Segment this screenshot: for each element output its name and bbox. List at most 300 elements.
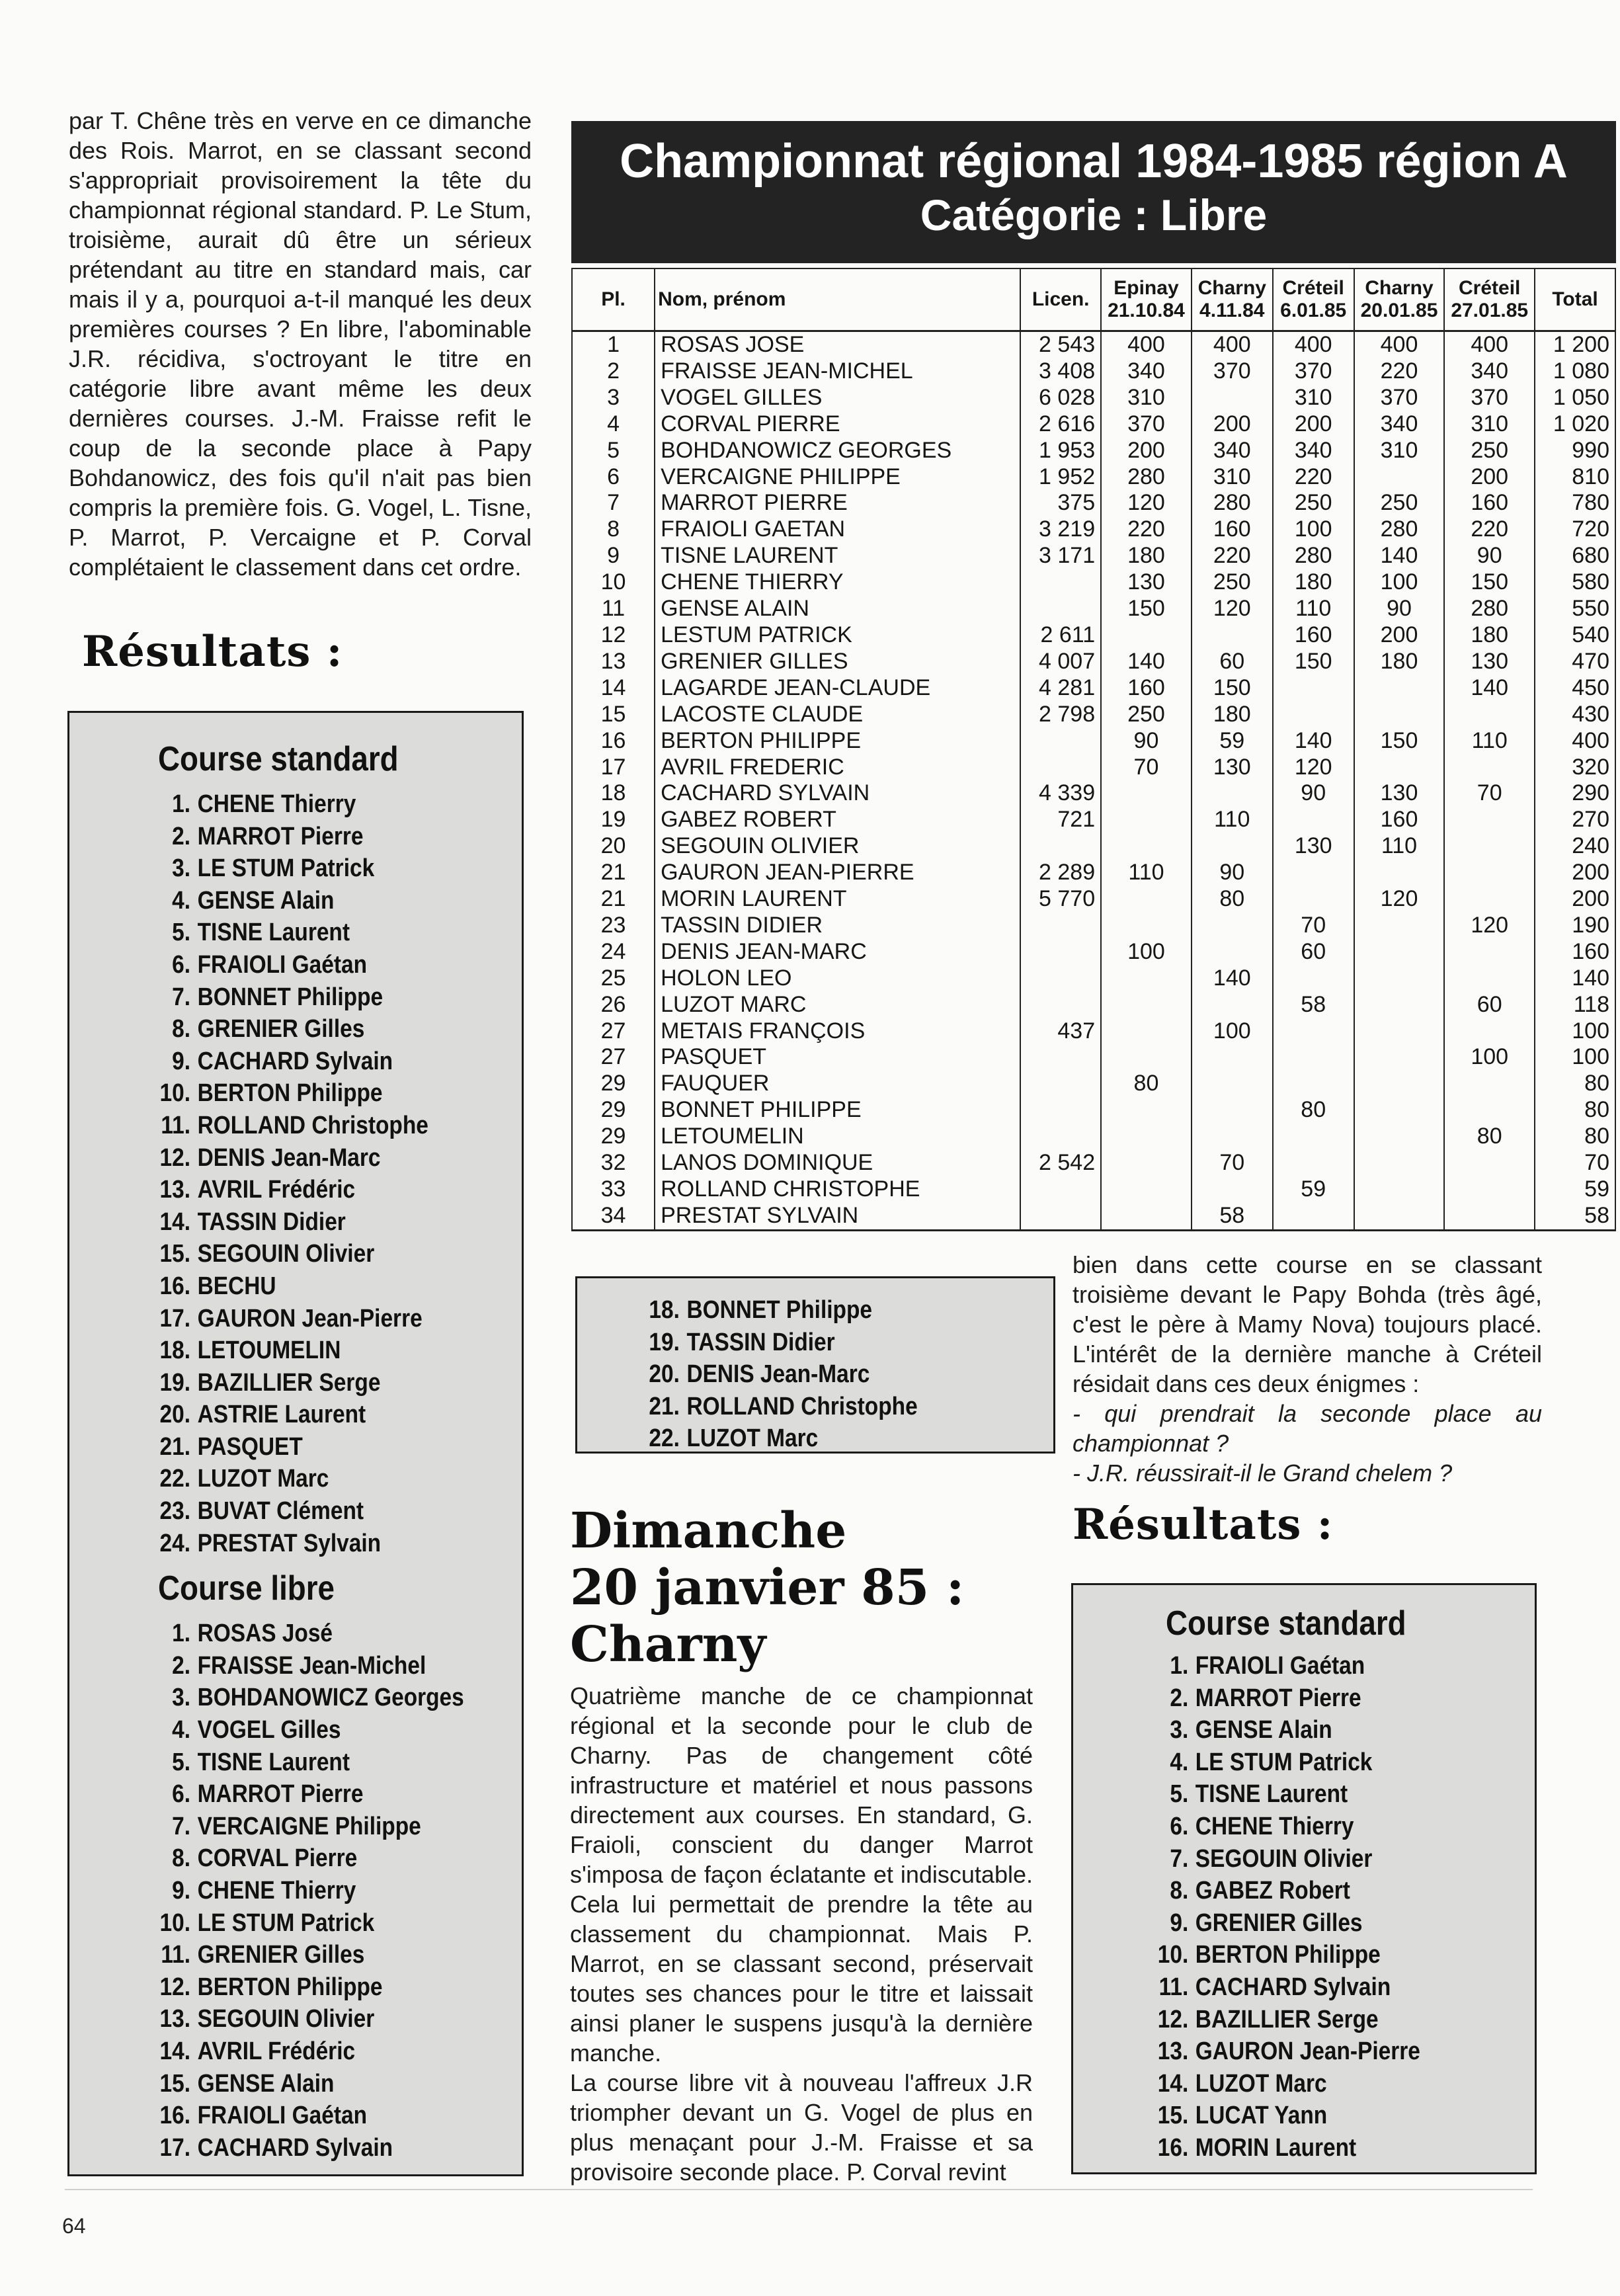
cell-round-4: 150	[1354, 728, 1445, 755]
cell-total: 550	[1535, 596, 1615, 622]
cell-place: 5	[572, 438, 655, 464]
cell-name: GABEZ ROBERT	[655, 807, 1020, 833]
racer-name: BAZILLIER Serge	[197, 1368, 381, 1397]
racer-name: BOHDANOWICZ Georges	[197, 1684, 464, 1712]
cell-total: 810	[1535, 464, 1615, 491]
intro-paragraph	[69, 106, 532, 582]
table-row	[572, 833, 1615, 860]
cell-round-1: 200	[1101, 438, 1192, 464]
cell-total: 720	[1535, 516, 1615, 543]
cell-place: 13	[572, 649, 655, 675]
cell-total: 990	[1535, 438, 1615, 464]
cell-place: 12	[572, 622, 655, 649]
cell-total: 430	[1535, 702, 1615, 728]
cell-round-4	[1354, 1176, 1445, 1203]
cell-round-4	[1354, 965, 1445, 992]
table-row	[572, 702, 1615, 728]
results-box-continued	[575, 1276, 1055, 1454]
rank-number: 22.	[159, 1465, 191, 1493]
cell-round-5	[1444, 1176, 1535, 1203]
cell-licence: 2 289	[1020, 860, 1101, 886]
header-round-4: Charny 20.01.85	[1354, 268, 1445, 331]
cell-total: 540	[1535, 622, 1615, 649]
list-item	[69, 949, 467, 981]
cell-place: 17	[572, 755, 655, 781]
cell-round-1: 110	[1101, 860, 1192, 886]
table-row	[572, 939, 1615, 965]
cell-name: LETOUMELIN	[655, 1124, 1020, 1150]
list-item	[69, 1907, 467, 1940]
list-item	[69, 917, 467, 949]
standings-body	[572, 331, 1615, 1231]
cell-total: 240	[1535, 833, 1615, 860]
cell-round-4: 100	[1354, 569, 1445, 596]
cell-round-3	[1273, 702, 1354, 728]
cell-round-3	[1273, 965, 1354, 992]
cell-total: 190	[1535, 913, 1615, 939]
list-item	[1073, 1682, 1479, 1715]
cell-round-3: 130	[1273, 833, 1354, 860]
racer-name: MARROT Pierre	[197, 1780, 364, 1809]
list-item	[69, 2100, 467, 2132]
cell-round-2: 370	[1192, 358, 1273, 385]
right-column-article	[1073, 1250, 1542, 1488]
header-nom: Nom, prénom	[655, 268, 1020, 331]
cell-licence	[1020, 1203, 1101, 1230]
cell-round-3	[1273, 1203, 1354, 1230]
list-item	[69, 1875, 467, 1907]
table-row	[572, 385, 1615, 411]
rank-number: 4.	[172, 886, 191, 915]
cell-round-1: 370	[1101, 411, 1192, 438]
cell-round-2	[1192, 939, 1273, 965]
cell-round-2: 220	[1192, 543, 1273, 569]
cell-round-4: 310	[1354, 438, 1445, 464]
rank-number: 18.	[159, 1336, 191, 1365]
racer-name: BERTON Philippe	[1195, 1941, 1381, 1969]
cell-round-5: 70	[1444, 780, 1535, 807]
racer-name: GRENIER Gilles	[197, 1941, 365, 1969]
table-row	[572, 1018, 1615, 1045]
cell-total: 1 020	[1535, 411, 1615, 438]
cell-round-3: 60	[1273, 939, 1354, 965]
racer-name: LE STUM Patrick	[197, 854, 375, 883]
cell-name: LAGARDE JEAN-CLAUDE	[655, 675, 1020, 702]
cell-place: 29	[572, 1071, 655, 1097]
results-heading-left: Résultats :	[82, 627, 343, 676]
table-row	[572, 516, 1615, 543]
cell-round-5: 120	[1444, 913, 1535, 939]
cell-place: 23	[572, 913, 655, 939]
cell-round-2: 58	[1192, 1203, 1273, 1230]
cell-round-5: 220	[1444, 516, 1535, 543]
list-item	[69, 1334, 467, 1367]
racer-name: GABEZ Robert	[1195, 1877, 1350, 1905]
cell-place: 26	[572, 992, 655, 1018]
rank-number: 3.	[1170, 1716, 1189, 1744]
cell-name: BOHDANOWICZ GEORGES	[655, 438, 1020, 464]
racer-name: SEGOUIN Olivier	[1195, 1844, 1373, 1873]
cell-total: 100	[1535, 1044, 1615, 1071]
cell-round-5	[1444, 1097, 1535, 1124]
cell-round-1: 70	[1101, 755, 1192, 781]
cell-name: BERTON PHILIPPE	[655, 728, 1020, 755]
racer-name: DENIS Jean-Marc	[197, 1143, 381, 1172]
cell-licence: 3 219	[1020, 516, 1101, 543]
cell-licence	[1020, 1071, 1101, 1097]
cell-licence: 3 408	[1020, 358, 1101, 385]
cell-round-2	[1192, 1044, 1273, 1071]
section-heading-dimanche	[570, 1502, 964, 1673]
rank-number: 7.	[172, 1812, 191, 1840]
cell-round-1	[1101, 1150, 1192, 1176]
cell-round-2	[1192, 1124, 1273, 1150]
cell-round-3	[1273, 1071, 1354, 1097]
cell-round-4	[1354, 913, 1445, 939]
cell-total: 780	[1535, 490, 1615, 516]
cell-name: LUZOT MARC	[655, 992, 1020, 1018]
cell-round-3: 180	[1273, 569, 1354, 596]
list-item	[1073, 1650, 1479, 1682]
list-item	[1073, 1907, 1479, 1940]
table-row	[572, 913, 1615, 939]
rank-number: 6.	[1170, 1812, 1189, 1840]
list-item	[69, 1206, 467, 1239]
list-item	[69, 1110, 467, 1142]
list-item	[69, 1971, 467, 2004]
cell-licence: 4 339	[1020, 780, 1101, 807]
cell-round-2: 110	[1192, 807, 1273, 833]
cell-name: FAUQUER	[655, 1071, 1020, 1097]
cell-round-4	[1354, 992, 1445, 1018]
list-item	[69, 1077, 467, 1110]
table-row	[572, 649, 1615, 675]
cell-total: 80	[1535, 1071, 1615, 1097]
cell-round-2	[1192, 385, 1273, 411]
racer-name: SEGOUIN Olivier	[197, 1240, 375, 1268]
list-item	[69, 2003, 467, 2035]
cell-place: 2	[572, 358, 655, 385]
cell-round-1: 90	[1101, 728, 1192, 755]
cell-round-5: 250	[1444, 438, 1535, 464]
rank-number: 18.	[649, 1296, 680, 1324]
table-row	[572, 886, 1615, 913]
rank-number: 21.	[159, 1432, 191, 1461]
list-item	[69, 1714, 467, 1746]
cell-name: GRENIER GILLES	[655, 649, 1020, 675]
cell-round-5: 130	[1444, 649, 1535, 675]
cell-licence: 2 798	[1020, 702, 1101, 728]
cell-round-3	[1273, 807, 1354, 833]
dimanche-title-line2: 20 janvier 85 :	[570, 1559, 965, 1616]
cell-round-2	[1192, 833, 1273, 860]
cell-licence: 375	[1020, 490, 1101, 516]
list-item	[577, 1422, 996, 1455]
cell-round-5: 370	[1444, 385, 1535, 411]
cell-licence	[1020, 1097, 1101, 1124]
list-item	[69, 885, 467, 917]
list-item	[69, 1650, 467, 1682]
cell-name: SEGOUIN OLIVIER	[655, 833, 1020, 860]
racer-name: TISNE Laurent	[1195, 1780, 1348, 1809]
cell-total: 400	[1535, 728, 1615, 755]
rank-number: 11.	[161, 1111, 191, 1139]
cell-round-5: 140	[1444, 675, 1535, 702]
cell-round-4	[1354, 1124, 1445, 1150]
cell-name: DENIS JEAN-MARC	[655, 939, 1020, 965]
rank-number: 5.	[1170, 1780, 1189, 1809]
question-2: - J.R. réussirait-il le Grand chelem ?	[1073, 1459, 1453, 1487]
cell-name: METAIS FRANÇOIS	[655, 1018, 1020, 1045]
racer-name: GENSE Alain	[1195, 1716, 1332, 1744]
rank-number: 2.	[172, 822, 191, 850]
cell-round-4	[1354, 1018, 1445, 1045]
racer-name: BAZILLIER Serge	[1195, 2005, 1379, 2033]
dimanche-article	[570, 1681, 1033, 2187]
rank-number: 10.	[159, 1079, 191, 1108]
cell-round-4	[1354, 702, 1445, 728]
cell-round-2: 250	[1192, 569, 1273, 596]
rank-number: 19.	[159, 1368, 191, 1397]
cell-round-3: 310	[1273, 385, 1354, 411]
cell-licence	[1020, 939, 1101, 965]
list-item	[69, 1238, 467, 1270]
cell-round-1: 150	[1101, 596, 1192, 622]
racer-name: LE STUM Patrick	[197, 1908, 375, 1937]
cell-round-3	[1273, 1018, 1354, 1045]
racer-name: ROLLAND Christophe	[197, 1111, 428, 1139]
cell-total: 59	[1535, 1176, 1615, 1203]
cell-round-3	[1273, 1124, 1354, 1150]
cell-round-1	[1101, 1176, 1192, 1203]
cell-total: 270	[1535, 807, 1615, 833]
rank-number: 6.	[172, 950, 191, 979]
racer-name: CHENE Thierry	[197, 790, 356, 818]
cell-name: HOLON LEO	[655, 965, 1020, 992]
racer-name: SEGOUIN Olivier	[197, 2005, 375, 2033]
cell-round-3	[1273, 860, 1354, 886]
list-item	[69, 2068, 467, 2100]
cell-round-5	[1444, 939, 1535, 965]
cell-round-1: 280	[1101, 464, 1192, 491]
cell-round-3: 110	[1273, 596, 1354, 622]
racer-name: CHENE Thierry	[1195, 1812, 1354, 1840]
cell-round-4	[1354, 755, 1445, 781]
cell-round-4	[1354, 1203, 1445, 1230]
list-item	[69, 1463, 467, 1495]
rank-number: 1.	[172, 1620, 191, 1648]
cell-round-2	[1192, 913, 1273, 939]
cell-licence: 1 952	[1020, 464, 1101, 491]
cell-round-4	[1354, 1044, 1445, 1071]
cell-licence	[1020, 755, 1101, 781]
rank-number: 7.	[172, 983, 191, 1011]
racer-name: GAURON Jean-Pierre	[197, 1304, 423, 1332]
table-header-row	[572, 268, 1615, 331]
cell-round-2: 280	[1192, 490, 1273, 516]
cell-round-3: 400	[1273, 331, 1354, 358]
rank-number: 21.	[649, 1392, 680, 1420]
table-row	[572, 1124, 1615, 1150]
table-row	[572, 1097, 1615, 1124]
table-row	[572, 1071, 1615, 1097]
list-item	[69, 821, 467, 853]
list-item	[1073, 2132, 1479, 2164]
cell-round-4: 180	[1354, 649, 1445, 675]
dimanche-paragraph-1: Quatrième manche de ce championnat régional et la seconde pour le club de Charny. Pas de changement côté infrastructure et matériel et nous passons directement aux courses. En standard, G. Fraioli, conscient du danger Marrot s'imposa de façon éclatante et indiscutable. Cela lui permettait de prendre la tête au classement du championnat. Mais P. Marrot, en se classant second, préservait toutes ses chances pour le titre et laissait ainsi planer le suspens jusqu'à la dernière manche.	[570, 1682, 1033, 2067]
cell-total: 70	[1535, 1150, 1615, 1176]
cell-round-3	[1273, 675, 1354, 702]
cell-round-5	[1444, 860, 1535, 886]
cell-round-5: 160	[1444, 490, 1535, 516]
racer-name: ASTRIE Laurent	[197, 1401, 366, 1429]
cell-place: 25	[572, 965, 655, 992]
course-standard-title-right: Course standard	[1166, 1604, 1406, 1643]
dimanche-paragraph-2: La course libre vit à nouveau l'affreux J.R triompher devant un G. Vogel de plus en plus menaçant pour J.-M. Fraisse et sa provisoire seconde place. P. Corval revint	[570, 2069, 1033, 2186]
racer-name: BECHU	[197, 1272, 276, 1300]
racer-name: GENSE Alain	[197, 886, 335, 915]
rank-number: 5.	[172, 919, 191, 947]
rank-number: 14.	[1157, 2069, 1189, 2098]
list-item	[69, 2132, 467, 2164]
cell-place: 27	[572, 1018, 655, 1045]
racer-name: LE STUM Patrick	[1195, 1748, 1373, 1776]
racer-name: LETOUMELIN	[197, 1336, 341, 1365]
list-item	[69, 1528, 467, 1560]
cell-round-3: 90	[1273, 780, 1354, 807]
cell-round-5: 110	[1444, 728, 1535, 755]
racer-name: VERCAIGNE Philippe	[197, 1812, 421, 1840]
cell-name: MARROT PIERRE	[655, 490, 1020, 516]
list-item	[1073, 1778, 1479, 1811]
cell-round-1	[1101, 780, 1192, 807]
list-item	[1073, 1875, 1479, 1907]
list-item	[69, 1046, 467, 1078]
cell-place: 33	[572, 1176, 655, 1203]
cell-round-3	[1273, 1044, 1354, 1071]
cell-round-5: 80	[1444, 1124, 1535, 1150]
racer-name: FRAIOLI Gaétan	[197, 950, 368, 979]
list-item	[69, 1174, 467, 1206]
cell-round-2: 90	[1192, 860, 1273, 886]
cell-round-1: 220	[1101, 516, 1192, 543]
cell-licence	[1020, 965, 1101, 992]
list-item	[69, 1303, 467, 1335]
cell-round-1: 400	[1101, 331, 1192, 358]
cell-licence: 2 543	[1020, 331, 1101, 358]
cell-round-4: 340	[1354, 411, 1445, 438]
racer-name: PRESTAT Sylvain	[197, 1529, 382, 1557]
cell-round-4	[1354, 939, 1445, 965]
banner-title: Championnat régional 1984-1985 région A	[620, 135, 1568, 188]
cell-round-4	[1354, 1150, 1445, 1176]
cell-licence: 2 542	[1020, 1150, 1101, 1176]
rank-number: 14.	[159, 2037, 191, 2065]
rank-number: 15.	[1157, 2102, 1189, 2130]
cell-round-2: 160	[1192, 516, 1273, 543]
cell-total: 200	[1535, 886, 1615, 913]
table-row	[572, 622, 1615, 649]
cell-round-5: 400	[1444, 331, 1535, 358]
racer-name: CACHARD Sylvain	[197, 2133, 393, 2162]
table-row	[572, 807, 1615, 833]
course-standard-title: Course standard	[158, 740, 399, 778]
cell-round-3: 250	[1273, 490, 1354, 516]
cell-licence	[1020, 1044, 1101, 1071]
list-item	[69, 1013, 467, 1046]
cell-round-5	[1444, 807, 1535, 833]
list-item	[577, 1391, 996, 1423]
list-item	[1073, 1746, 1479, 1779]
racer-name: TISNE Laurent	[197, 1748, 350, 1776]
list-item	[69, 1778, 467, 1811]
cell-round-1: 140	[1101, 649, 1192, 675]
racer-name: BONNET Philippe	[686, 1296, 872, 1324]
cell-name: LANOS DOMINIQUE	[655, 1150, 1020, 1176]
cell-round-2	[1192, 1097, 1273, 1124]
racer-name: TASSIN Didier	[686, 1328, 835, 1356]
cell-round-2: 80	[1192, 886, 1273, 913]
list-item	[69, 1399, 467, 1431]
racer-name: LUZOT Marc	[1195, 2069, 1327, 2098]
cell-round-2: 120	[1192, 596, 1273, 622]
cell-round-1	[1101, 807, 1192, 833]
table-row	[572, 438, 1615, 464]
cell-place: 10	[572, 569, 655, 596]
cell-round-1: 120	[1101, 490, 1192, 516]
cell-round-1	[1101, 1044, 1192, 1071]
cell-round-3	[1273, 886, 1354, 913]
standard-results-list-right	[1073, 1650, 1535, 2164]
cell-round-2: 130	[1192, 755, 1273, 781]
cell-round-5: 280	[1444, 596, 1535, 622]
list-item	[577, 1358, 996, 1391]
cell-round-1	[1101, 1018, 1192, 1045]
cell-round-2: 180	[1192, 702, 1273, 728]
cell-round-4: 400	[1354, 331, 1445, 358]
rank-number: 8.	[172, 1015, 191, 1044]
cell-place: 3	[572, 385, 655, 411]
header-pl: Pl.	[572, 268, 655, 331]
cell-total: 100	[1535, 1018, 1615, 1045]
cell-round-2: 70	[1192, 1150, 1273, 1176]
cell-round-5: 200	[1444, 464, 1535, 491]
rank-number: 8.	[172, 1844, 191, 1873]
table-row	[572, 358, 1615, 385]
libre-results-continued-list	[577, 1278, 1053, 1455]
racer-name: CORVAL Pierre	[197, 1844, 358, 1873]
banner-subtitle: Catégorie : Libre	[920, 190, 1268, 239]
cell-round-4	[1354, 860, 1445, 886]
cell-name: BONNET PHILIPPE	[655, 1097, 1020, 1124]
rank-number: 15.	[159, 1240, 191, 1268]
cell-total: 200	[1535, 860, 1615, 886]
rank-number: 2.	[172, 1651, 191, 1680]
cell-round-3: 280	[1273, 543, 1354, 569]
cell-name: ROLLAND CHRISTOPHE	[655, 1176, 1020, 1203]
cell-round-2: 150	[1192, 675, 1273, 702]
cell-licence: 437	[1020, 1018, 1101, 1045]
list-item	[69, 1618, 467, 1650]
cell-round-5	[1444, 755, 1535, 781]
cell-total: 160	[1535, 939, 1615, 965]
rank-number: 4.	[1170, 1748, 1189, 1776]
cell-round-3: 59	[1273, 1176, 1354, 1203]
list-item	[1073, 2004, 1479, 2036]
cell-round-5	[1444, 702, 1535, 728]
cell-place: 8	[572, 516, 655, 543]
rank-number: 13.	[159, 1176, 191, 1204]
